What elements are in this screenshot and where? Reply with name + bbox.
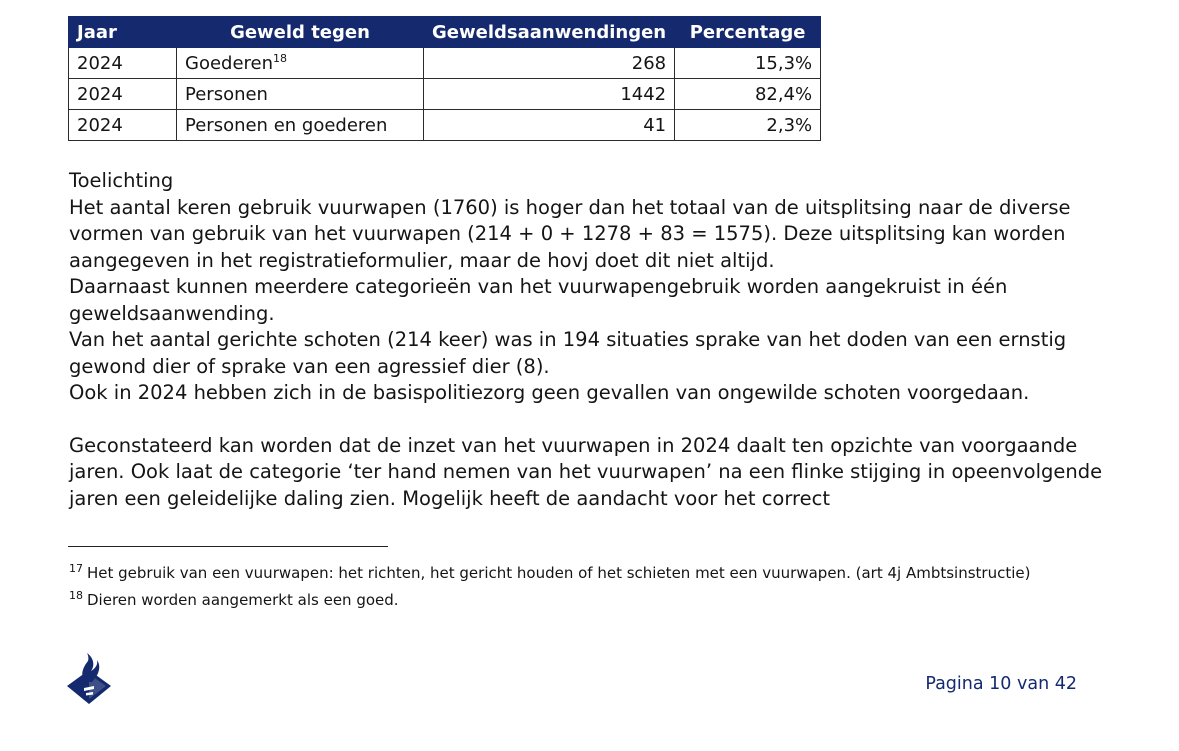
footnote-number: 18	[69, 589, 83, 602]
footnote-divider	[68, 546, 388, 547]
paragraph: Van het aantal gerichte schoten (214 keer) was in 194 situaties sprake van het doden van een ernstig gewond dier of sprake van een agressief dier (8).	[69, 328, 1067, 378]
footnote-text: Het gebruik van een vuurwapen: het richten, het gericht houden of het schieten met een vuurwapen. (art 4j Ambtsinstructie)	[87, 564, 1031, 582]
page-number: Pagina 10 van 42	[925, 674, 1077, 694]
footnote-18	[69, 587, 1129, 614]
paragraph: Daarnaast kunnen meerdere categorieën van het vuurwapengebruik worden aangekruist in één geweldsaanwending.	[69, 275, 1008, 325]
table-row	[69, 110, 821, 141]
col-header-percentage: Percentage	[675, 17, 821, 48]
cell-jaar: 2024	[69, 79, 177, 110]
paragraph-gap	[69, 407, 1109, 433]
footnote-17	[69, 560, 1129, 587]
body-text	[69, 168, 1109, 512]
col-header-jaar: Jaar	[69, 17, 177, 48]
cell-geweld-tegen: Personen	[177, 79, 424, 110]
cell-jaar: 2024	[69, 48, 177, 79]
paragraph: Geconstateerd kan worden dat de inzet van het vuurwapen in 2024 daalt ten opzichte van voorgaande jaren. Ook laat de categorie ‘ter hand nemen van het vuurwapen’ na een flinke stijging in opeenvolgende jaren een geleidelijke daling zien. Mogelijk heeft de aandacht voor het correct	[69, 433, 1103, 510]
cell-jaar: 2024	[69, 110, 177, 141]
table-header-row	[69, 17, 821, 48]
cell-percentage: 15,3%	[675, 48, 821, 79]
cell-aantal: 1442	[424, 79, 675, 110]
col-header-geweldsaanwendingen: Geweldsaanwendingen	[424, 17, 675, 48]
table-row	[69, 48, 821, 79]
cell-aantal: 268	[424, 48, 675, 79]
col-header-geweld-tegen: Geweld tegen	[177, 17, 424, 48]
paragraph: Het aantal keren gebruik vuurwapen (1760) is hoger dan het totaal van de uitsplitsing naar de diverse vormen van gebruik van het vuurwapen (214 + 0 + 1278 + 83 = 1575). Deze uitsplitsing kan worden aangegeven in het registratieformulier, maar de hovj doet dit niet altijd.	[69, 195, 1071, 272]
cell-percentage: 2,3%	[675, 110, 821, 141]
footnote-ref: 18	[273, 51, 288, 65]
footnotes	[69, 560, 1129, 614]
cell-geweld-tegen: Personen en goederen	[177, 110, 424, 141]
section-heading: Toelichting	[69, 169, 174, 192]
politie-logo-icon	[64, 652, 114, 706]
cell-aantal: 41	[424, 110, 675, 141]
footnote-text: Dieren worden aangemerkt als een goed.	[87, 591, 399, 609]
cell-geweld-tegen: Goederen$^{18}$	[177, 48, 424, 79]
cell-percentage: 82,4%	[675, 79, 821, 110]
geweld-table	[68, 16, 821, 141]
table-row	[69, 79, 821, 110]
paragraph: Ook in 2024 hebben zich in de basispolitiezorg geen gevallen van ongewilde schoten voorgedaan.	[69, 381, 1030, 404]
footnote-number: 17	[69, 562, 83, 575]
